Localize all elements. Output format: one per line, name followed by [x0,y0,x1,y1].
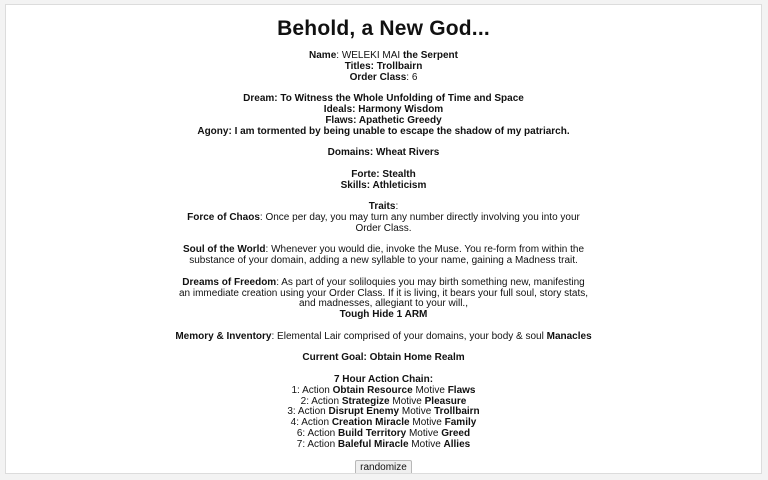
domains-label: Domains [327,147,370,159]
creation-stat: Tough Hide 1 ARM [339,309,428,321]
order-class-label: Order Class [349,71,407,83]
trait-name: Force of Chaos [187,211,260,223]
skills-value: Athleticism [372,179,427,191]
traits-heading: Traits: [368,201,399,213]
ideals-label: Ideals [323,103,353,115]
memory-label: Memory & Inventory [175,330,272,342]
goal-line: Current Goal: Obtain Home Realm [302,352,465,364]
page-frame [5,4,762,474]
agony-line: Agony: I am tormented by being unable to escape the shadow of my patriarch. [197,125,570,137]
trait-description: As part of your soliloquies you may birth something new, manifesting an immediate creation using your Order Class. If it is living, it bears your full soul, story stats, and madnesses, allegiant to your will., [178,276,589,310]
action-chain-item: 2: Action Strategize Motive Pleasure [300,395,467,407]
dream-label: Dream [243,93,275,105]
order-class-value: 6 [411,71,418,83]
trait-dreams-of-freedom: Dreams of Freedom: As part of your soliloquies you may birth something new, manifesting an immediate creation using your Order Class. If it is living, it bears your full soul, story stats, and madnesses, allegiant to your will., [178,276,589,310]
skills-label: Skills [340,179,367,191]
domains-line: Domains: Wheat Rivers [327,147,440,159]
skills-line: Skills: Athleticism [340,179,427,191]
agony-label: Agony [197,125,229,137]
trait-force-of-chaos: Force of Chaos: Once per day, you may turn any number directly involving you into your Order Class. [187,211,580,234]
flaws-line: Flaws: Apathetic Greedy [325,114,442,126]
goal-label: Current Goal [302,352,364,364]
randomize-button[interactable]: randomize [355,460,412,474]
action-chain-item: 6: Action Build Territory Motive Greed [296,427,471,439]
trait-soul-of-the-world: Soul of the World: Whenever you would die, invoke the Muse. You re-form from within the substance of your domain, adding a new syllable to your name, gaining a Madness trait. [182,244,585,267]
flaws-value: Apathetic Greedy [358,114,442,126]
name-value: WELEKI MAI [341,50,401,61]
action-chain-item: 3: Action Disrupt Enemy Motive Trollbairn [287,406,480,418]
domains-value: Wheat Rivers [375,147,440,159]
action-name: Creation Miracle [331,417,410,429]
dream-value: To Witness the Whole Unfolding of Time and Space [280,93,524,105]
agony-value: I am tormented by being unable to escape the shadow of my patriarch. [234,125,570,137]
ideals-value: Harmony Wisdom [358,103,444,115]
creation-stat-line [6,310,761,321]
titles-line: Titles: Trollbairn [344,60,423,72]
action-name: Baleful Miracle [337,438,409,450]
memory-value: Elemental Lair comprised of your domains, your body & soul [277,330,544,342]
action-chain-heading: 7 Hour Action Chain: [333,373,434,385]
name-label: Name [309,50,337,61]
titles-label: Titles [344,60,371,72]
motive-name: Family [444,417,477,429]
motive-name: Flaws [447,384,476,396]
trait-description: Once per day, you may turn any number directly involving you into your Order Class. [265,211,580,234]
ideals-line: Ideals: Harmony Wisdom [323,103,444,115]
page-title: Behold, a New God... [277,17,490,40]
trait-name: Dreams of Freedom [182,276,277,288]
motive-name: Pleasure [424,395,467,407]
action-name: Obtain Resource [332,384,413,396]
trait-description: Whenever you would die, invoke the Muse. You re-form from within the substance of your domain, adding a new syllable to your name, gaining a Madness trait. [189,244,585,267]
name-line: Name: WELEKI MAI the Serpent [309,50,458,61]
action-name: Strategize [341,395,390,407]
order-class-line: Order Class: 6 [349,71,418,83]
memory-line: Memory & Inventory: Elemental Lair comprised of your domains, your body & soul Manacles [175,330,592,342]
motive-name: Trollbairn [434,406,480,418]
dream-line: Dream: To Witness the Whole Unfolding of Time and Space [243,93,524,105]
forte-line: Forte: Stealth [351,168,416,180]
flaws-label: Flaws [325,114,354,126]
action-chain-item: 7: Action Baleful Miracle Motive Allies [296,438,471,450]
action-name: Build Territory [338,427,407,439]
goal-value: Obtain Home Realm [369,352,465,364]
motive-name: Allies [443,438,471,450]
character-sheet [6,51,761,474]
motive-name: Greed [441,427,471,439]
forte-value: Stealth [382,168,416,180]
memory-item: Manacles [546,330,592,342]
action-chain-item: 4: Action Creation Miracle Motive Family [290,417,477,429]
action-name: Disrupt Enemy [328,406,400,418]
traits-label: Traits [368,201,396,213]
forte-label: Forte [351,168,377,180]
trait-name: Soul of the World [182,244,266,256]
titles-value: Trollbairn [376,60,423,72]
action-chain-item: 1: Action Obtain Resource Motive Flaws [291,384,476,396]
name-epithet: the Serpent [402,50,458,61]
